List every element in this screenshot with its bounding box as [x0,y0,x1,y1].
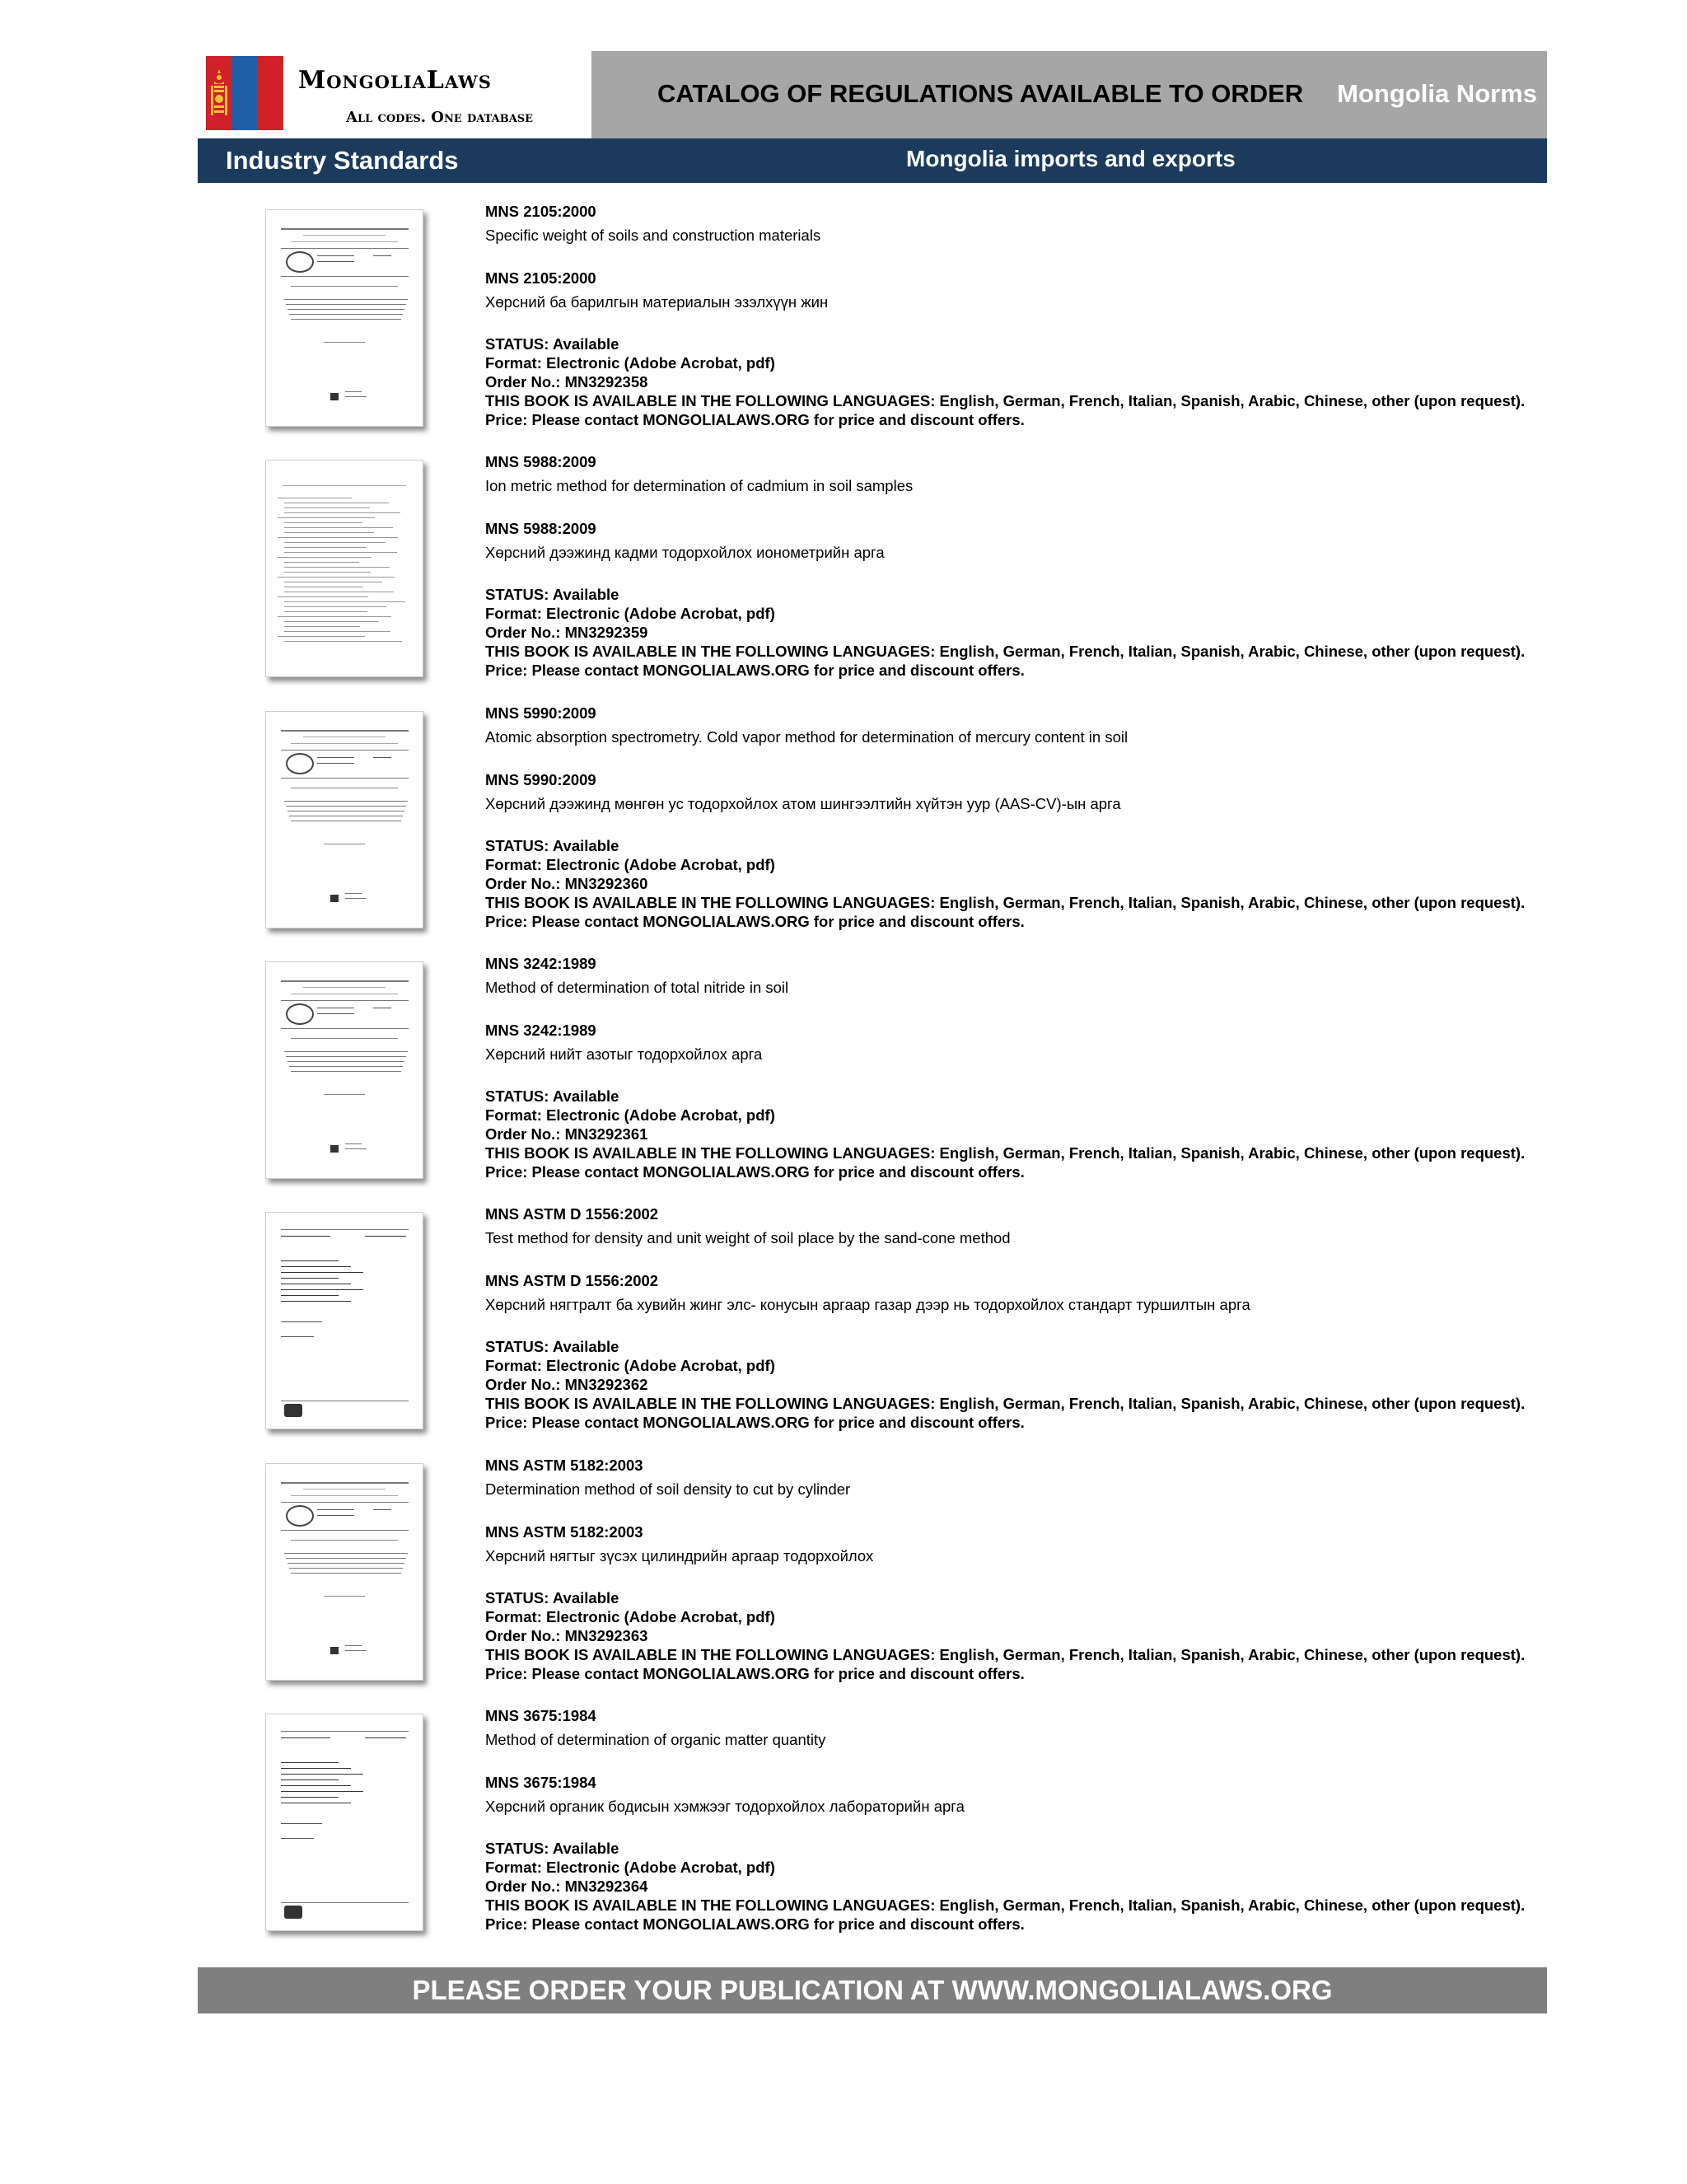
standard-title-english: Determination method of soil density to cut by cylinder [485,1480,851,1498]
standard-code-mongolian: MNS 2105:2000 [485,269,596,287]
format-text: Format: Electronic (Adobe Acrobat, pdf) [485,1357,775,1375]
standard-code-mongolian: MNS 3675:1984 [485,1773,596,1791]
standard-title-mongolian: Хөрсний нягтыг зүсэх цилиндрийн аргаар тодорхойлох [485,1546,874,1564]
languages-text: THIS BOOK IS AVAILABLE IN THE FOLLOWING LANGUAGES: English, German, French, Italian, Spanish, Arabic, Chinese, other (upon request). [485,1395,1526,1413]
standard-title-mongolian: Хөрсний дээжинд мөнгөн ус тодорхойлох атом шингээлтийн хүйтэн уур (AAS-CV)-ын арга [485,794,1121,812]
languages-text: THIS BOOK IS AVAILABLE IN THE FOLLOWING LANGUAGES: English, German, French, Italian, Spanish, Arabic, Chinese, other (upon request). [485,1143,1526,1162]
languages-text: THIS BOOK IS AVAILABLE IN THE FOLLOWING LANGUAGES: English, German, French, Italian, Spanish, Arabic, Chinese, other (upon request). [485,643,1526,661]
order-number: Order No.: MN3292359 [485,624,648,642]
standard-code-mongolian: MNS ASTM D 1556:2002 [485,1272,659,1290]
standard-title-mongolian: Хөрсний дээжинд кадми тодорхойлох ионометрийн арга [485,544,885,562]
page-header [198,51,1547,138]
status-text: STATUS: Available [485,335,619,353]
logo-subtitle: All codes. One database [346,109,534,126]
document-cover-thumbnail[interactable] [265,1212,423,1429]
languages-text: THIS BOOK IS AVAILABLE IN THE FOLLOWING LANGUAGES: English, German, French, Italian, Spanish, Arabic, Chinese, other (upon request). [485,1896,1526,1914]
standard-title-english: Ion metric method for determination of cadmium in soil samples [485,477,914,495]
standard-title-mongolian: Хөрсний нягтралт ба хувийн жинг элс- конусын аргаар газар дээр нь тодорхойлох стандарт туршилтын арга [485,1296,1250,1314]
logo[interactable] [198,51,591,138]
section-subtitle: Mongolia imports and exports [906,146,1236,171]
standard-title-english: Method of determination of organic matter quantity [485,1730,826,1748]
logo-title: MongoliaLaws [298,66,492,95]
order-number: Order No.: MN3292364 [485,1877,648,1895]
standard-code-mongolian: MNS 5990:2009 [485,770,596,788]
standard-code: MNS ASTM D 1556:2002 [485,1205,659,1223]
format-text: Format: Electronic (Adobe Acrobat, pdf) [485,855,775,873]
catalog-entry [198,954,1547,1200]
status-text: STATUS: Available [485,1588,619,1606]
standard-code: MNS ASTM 5182:2003 [485,1456,643,1474]
order-number: Order No.: MN3292360 [485,874,648,892]
soyombo-icon [209,69,229,117]
catalog-entry [198,1456,1547,1702]
order-footer[interactable]: PLEASE ORDER YOUR PUBLICATION AT WWW.MONGOLIALAWS.ORG [198,1967,1547,2013]
standard-code: MNS 3675:1984 [485,1706,596,1724]
order-number: Order No.: MN3292362 [485,1376,648,1394]
standard-title-mongolian: Хөрсний нийт азотыг тодорхойлох арга [485,1045,763,1063]
document-cover-thumbnail[interactable] [265,961,423,1179]
price-text: Price: Please contact MONGOLIALAWS.ORG for price and discount offers. [485,1664,1025,1682]
catalog-entry [198,1706,1547,1953]
order-number: Order No.: MN3292358 [485,373,648,391]
standard-title-english: Method of determination of total nitride in soil [485,978,789,996]
status-text: STATUS: Available [485,836,619,854]
norms-label: Mongolia Norms [1337,79,1537,108]
status-text: STATUS: Available [485,1839,619,1857]
catalog-banner [591,51,1547,138]
price-text: Price: Please contact MONGOLIALAWS.ORG for price and discount offers. [485,1414,1025,1432]
document-cover-thumbnail[interactable] [265,460,423,677]
standard-code: MNS 5990:2009 [485,704,596,722]
price-text: Price: Please contact MONGOLIALAWS.ORG for price and discount offers. [485,912,1025,930]
standard-code-mongolian: MNS 5988:2009 [485,520,596,538]
section-title: Industry Standards [226,146,459,175]
standard-code: MNS 3242:1989 [485,954,596,972]
format-text: Format: Electronic (Adobe Acrobat, pdf) [485,1858,775,1876]
standard-code: MNS 5988:2009 [485,453,596,471]
standard-code-mongolian: MNS 3242:1989 [485,1021,596,1039]
section-bar [198,138,1547,183]
price-text: Price: Please contact MONGOLIALAWS.ORG for price and discount offers. [485,411,1025,428]
document-cover-thumbnail[interactable] [265,711,423,928]
standard-code: MNS 2105:2000 [485,203,596,220]
format-text: Format: Electronic (Adobe Acrobat, pdf) [485,605,775,623]
languages-text: THIS BOOK IS AVAILABLE IN THE FOLLOWING LANGUAGES: English, German, French, Italian, Spanish, Arabic, Chinese, other (upon request). [485,893,1526,911]
catalog-entry [198,1205,1547,1451]
standard-title-english: Test method for density and unit weight of soil place by the sand-cone method [485,1229,1011,1247]
format-text: Format: Electronic (Adobe Acrobat, pdf) [485,1106,775,1124]
standard-title-english: Atomic absorption spectrometry. Cold vapor method for determination of mercury content in soil [485,727,1129,746]
catalog-entry [198,704,1547,950]
format-text: Format: Electronic (Adobe Acrobat, pdf) [485,354,775,372]
status-text: STATUS: Available [485,1338,619,1356]
standard-title-mongolian: Хөрсний ба барилгын материалын эзэлхүүн жин [485,293,829,311]
format-text: Format: Electronic (Adobe Acrobat, pdf) [485,1607,775,1625]
price-text: Price: Please contact MONGOLIALAWS.ORG for price and discount offers. [485,1162,1025,1181]
languages-text: THIS BOOK IS AVAILABLE IN THE FOLLOWING LANGUAGES: English, German, French, Italian, Spanish, Arabic, Chinese, other (upon request). [485,392,1526,409]
status-text: STATUS: Available [485,586,619,604]
catalog-entry [198,453,1547,699]
standard-code-mongolian: MNS ASTM 5182:2003 [485,1522,643,1541]
document-cover-thumbnail[interactable] [265,1714,423,1931]
standard-title-mongolian: Хөрсний органик бодисын хэмжээг тодорхойлох лабораторийн арга [485,1797,965,1815]
price-text: Price: Please contact MONGOLIALAWS.ORG for price and discount offers. [485,1915,1025,1933]
languages-text: THIS BOOK IS AVAILABLE IN THE FOLLOWING LANGUAGES: English, German, French, Italian, Spanish, Arabic, Chinese, other (upon request). [485,1645,1526,1663]
status-text: STATUS: Available [485,1087,619,1105]
document-cover-thumbnail[interactable] [265,1463,423,1681]
catalog-title: CATALOG OF REGULATIONS AVAILABLE TO ORDER [657,79,1304,108]
order-number: Order No.: MN3292361 [485,1125,648,1143]
catalog-entry [198,203,1547,448]
standard-title-english: Specific weight of soils and construction materials [485,227,821,244]
price-text: Price: Please contact MONGOLIALAWS.ORG for price and discount offers. [485,662,1025,680]
order-number: Order No.: MN3292363 [485,1626,648,1644]
document-cover-thumbnail[interactable] [265,209,423,427]
